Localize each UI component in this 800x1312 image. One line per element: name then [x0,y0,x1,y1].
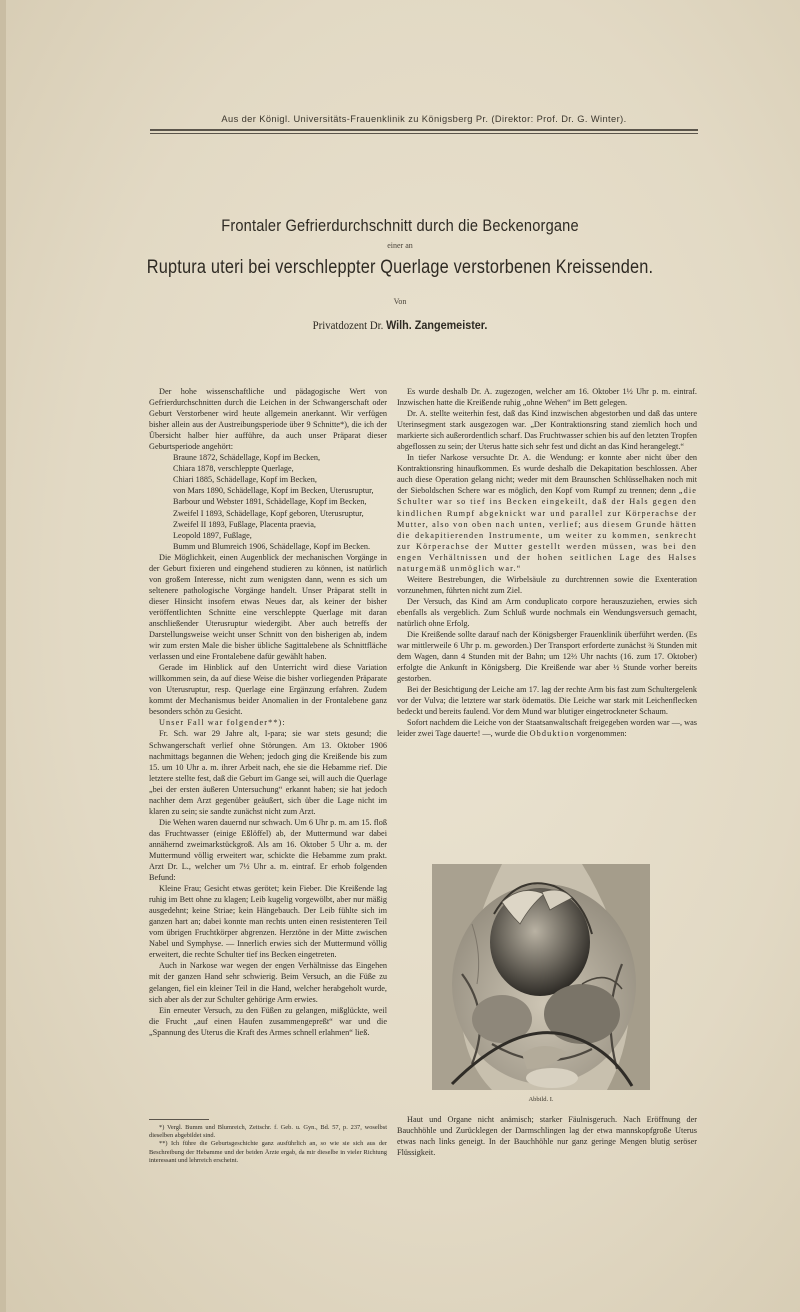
paragraph: Es wurde deshalb Dr. A. zugezogen, welcher am 16. Oktober 1½ Uhr p. m. eintraf. Inzwischen hatte die Kreißende ruhig „ohne Wehen“ im Bett gelegen. [397,387,697,408]
case-item: Barbour und Webster 1891, Schädellage, Kopf im Becken, [173,497,367,507]
case-item: Bumm und Blumreich 1906, Schädellage, Kopf im Becken. [173,541,371,551]
case-item: Leopold 1897, Fußlage, [173,530,252,540]
case-item: Chiara 1878, verschleppte Querlage, [173,464,294,474]
case-item: Zweifel II 1893, Fußlage, Placenta praevia, [173,519,316,529]
paragraph: Fr. Sch. war 29 Jahre alt, I-para; sie war stets gesund; die Schwangerschaft verlief ohne Störungen. Am 13. Oktober 1906 nachmittags begannen die Wehen; jedoch ging die Kreißende bis zum 15. um 10 Uhr a. m. ihrer Arbeit nach, ehe sie die Hebamme rief. Die letztere stellte fest, daß die Geburt im Gange sei, will auch die Querlage „bei der ersten äußeren Untersuchung“ erkannt haben; sie hat jedoch nachher dem Arzt gegenüber geäußert, sich über die Lage nicht im klaren zu sein; sie sandte zunächst nicht zum Arzt. [149,729,387,816]
footnote: *) Vergl. Bumm und Blumreich, Zeitschr. f. Geb. u. Gyn., Bd. 57, p. 237, woselbst dieselben abgebildet sind. [149,1124,387,1140]
case-item: Braune 1872, Schädellage, Kopf im Becken, [173,453,321,463]
footnote: **) Ich führe die Geburtsgeschichte ganz ausführlich an, so wie sie sich aus der Beschreibung der Hebamme und der beiden Ärzte ergab, da mir dieselbe in vieler Richtung interessant und lehrreich erscheint. [149,1140,387,1164]
paragraph: Ein erneuter Versuch, zu den Füßen zu gelangen, mißglückte, weil die Frucht „auf einen Haufen zusammengepreßt“ war und die „Spannung des Uterus die Kraft des Armes schnell erlahmen“ ließ. [149,1005,387,1037]
paragraph: Weitere Bestrebungen, die Wirbelsäule zu durchtrennen sowie die Exenteration vorzunehmen, führten nicht zum Ziel. [397,574,697,595]
case-item: Zweifel I 1893, Schädellage, Kopf geboren, Uterusruptur, [173,508,364,518]
frozen-section-illustration [432,864,650,1090]
paragraph: Haut und Organe nicht anämisch; starker Fäulnisgeruch. Nach Eröffnung der Bauchhöhle und Zurücklegen der Darmschlingen lag der etwa mannskopfgroße Uterus etwas nach links geneigt. In der Bauchhöhle nur ganz geringe Mengen blutig seröser Flüssigkeit. [397,1115,697,1158]
paragraph: Die Möglichkeit, einen Augenblick der mechanischen Vorgänge in der Geburt fixieren und eingehend studieren zu können, ist natürlich von großem Interesse, nicht zum wenigsten dann, wenn es sich um seltenere pathologische Vorgänge handelt. Unser Präparat stellt in dieser Hinsicht insofern etwas Neues dar, als keiner der bisher veröffentlichten Schnitte eine verschleppte Querlage mit daran anschließender Uterusruptur wiedergibt. Aber auch betreffs der Darstellungsweise weicht unser Schnitt von den bisherigen ab, indem wir zum ersten Male die bisher übliche Sagittalebene als Schnittfläche verlassen und eine Frontalebene dafür gewählt haben. [149,552,387,662]
spaced-term: Obduktion [529,729,575,739]
article-title-connector: einer an [387,241,413,250]
right-column [397,386,697,740]
paragraph [397,452,697,574]
paragraph: Der hohe wissenschaftliche und pädagogische Wert von Gefrierdurchschnitten durch die Leichen in der Schwangerschaft oder Geburt Verstorbener wird heute allgemein anerkannt. Wir verfügen bisher allein aus der Austreibungsperiode über 9 Schnitte*), die ich der Übersicht halber hier aufführe, da auch unser Präparat dieser Geburtsperiode angehört: [149,387,387,452]
paragraph-case-intro: Unser Fall war folgender**): [159,718,286,728]
paragraph: Bei der Besichtigung der Leiche am 17. lag der rechte Arm bis fast zum Schultergelenk vor der Vulva; die letztere war stark ödematös. Die Leiche war stark mit Leichenflecken bedeckt und bereits faulend. Vor dem Mund war blutiger eingetrockneter Schaum. [397,685,697,717]
figure-caption: Abbild. I. [528,1096,554,1103]
running-header: Aus der Königl. Universitäts-Frauenklinik zu Königsberg Pr. (Direktor: Prof. Dr. G. Winter). [221,114,627,124]
article-title-main: Ruptura uteri bei verschleppter Querlage verstorbenen Kreissenden. [146,257,654,278]
footnotes [149,1124,387,1165]
article-title-line1: Frontaler Gefrierdurchschnitt durch die Beckenorgane [221,216,579,235]
author-name: Wilh. Zangemeister. [386,318,488,332]
text-run: In tiefer Narkose versuchte Dr. A. die Wendung: er konnte aber nicht über den Kontraktionsring hinaufkommen. Es wurde deshalb die Dekapitation beschlossen. Aber auch diese Operation gelang nicht; weder mit dem Braunschen Schlüsselhaken noch mit der Sieboldschen Schere war es möglich, den Kopf vom Rumpf zu trennen; denn [397,453,697,496]
header-rule-thin [150,133,698,134]
anatomical-figure [432,864,650,1090]
paragraph: Gerade im Hinblick auf den Unterricht wird diese Variation willkommen sein, da auf diese Weise die bisher vorliegenden Präparate von Uterusruptur, resp. Querlage eine Ergänzung erfahren. Zudem kommt der Mechanismus beider Anomalien in der Frontalebene ganz besonders schön zu Gesicht. [149,663,387,717]
right-column-continued [397,1114,697,1158]
paragraph: Kleine Frau; Gesicht etwas gerötet; kein Fieber. Die Kreißende lag ruhig im Bett ohne zu klagen; Leib kugelig vorgewölbt, aber nur mäßig ausgedehnt; keine Striae; kein Hängebauch. Der Leib fühlte sich im ganzen hart an; dabei konnte man rechts unten einen resistenteren Teil vom übrigen Fruchtkörper abgrenzen. Herztöne in der Mitte zwischen Nabel und Symphyse. — Innerlich erwies sich der Muttermund völlig erweitert, die rechte Schulter tief ins Becken eingetreten. [149,884,387,960]
page-edge-shadow [0,0,6,1312]
byline-von: Von [393,297,407,306]
paragraph: Die Kreißende sollte darauf nach der Königsberger Frauenklinik überführt werden. (Es war mittlerweile 6 Uhr p. m. geworden.) Der Transport erforderte zunächst ¾ Stunden mit dem Wagen, dann 4 Stunden mit der Bahn; um 12⅔ Uhr nachts (16. zum 17. Oktober) erfolgte die Ankunft in Königsberg. Die Kreißende war aber ½ Stunde vorher bereits gestorben. [397,630,697,684]
header-rule-thick [150,129,698,131]
footnote-rule [149,1119,209,1120]
left-column [149,386,387,1038]
author-line [130,318,670,333]
author-prefix: Privatdozent Dr. [312,318,387,332]
text-run: Sofort nachdem die Leiche von der Staatsanwaltschaft freigegeben worden war —, was leider zwei Tage dauerte! —, wurde die [397,718,697,739]
paragraph: Auch in Narkose war wegen der engen Verhältnisse das Eingehen mit der ganzen Hand sehr schwierig. Beim Versuch, an die Füße zu gelangen, fiel ein kleiner Teil in die Hand, welcher herabgeholt wurde, sich aber als der zur Schulter gehörige Arm erwies. [149,961,387,1004]
paragraph: Die Wehen waren dauernd nur schwach. Um 6 Uhr p. m. am 15. floß das Fruchtwasser (einige Eßlöffel) ab, der Muttermund war dabei annähernd zweimarkstückgroß. Als am 16. Oktober 5 Uhr a. m. der Muttermund völlig erweitert war, schickte die Hebamme zum prakt. Arzt Dr. L., welcher um 7½ Uhr a. m. eintraf. Er erhob folgenden Befund: [149,817,387,883]
text-run: vorgenommen: [574,729,627,739]
case-item: Chiari 1885, Schädellage, Kopf im Becken, [173,475,317,485]
case-item: von Mars 1890, Schädellage, Kopf im Becken, Uterusruptur, [173,486,374,496]
paragraph: Dr. A. stellte weiterhin fest, daß das Kind inzwischen abgestorben und daß das untere Uterinsegment stark ausgezogen war. „Der Kontraktionsring stand ziemlich hoch und markierte sich außerordentlich scharf. Das Fruchtwasser schien bis auf den letzten Tropfen abgeflossen zu sein; der Uterus hatte sich sehr fest und dicht an das Kind herangelegt.“ [397,409,697,452]
paragraph: Der Versuch, das Kind am Arm conduplicato corpore herauszuziehen, erwies sich ebenfalls als vergeblich. Zum Schluß wurde nochmals ein Wendungsversuch gemacht, natürlich ohne Erfolg. [397,596,697,628]
quoted-spaced-text: „die Schulter war so tief ins Becken eingekeilt, daß der Hals gegen den kindlichen Rumpf abgeknickt war und parallel zur Körperachse der Mutter, also von oben nach unten, verlief; aus diesem Grunde hätten die dekapitierenden Instrumente, um weiter zu kommen, senkrecht zur Körperachse der Mutter gestellt werden müssen, was bei den engen Verhältnissen und der hohen seitlichen Lage des Halses naturgemäß unmöglich war.“ [397,486,697,573]
paragraph [397,717,697,739]
